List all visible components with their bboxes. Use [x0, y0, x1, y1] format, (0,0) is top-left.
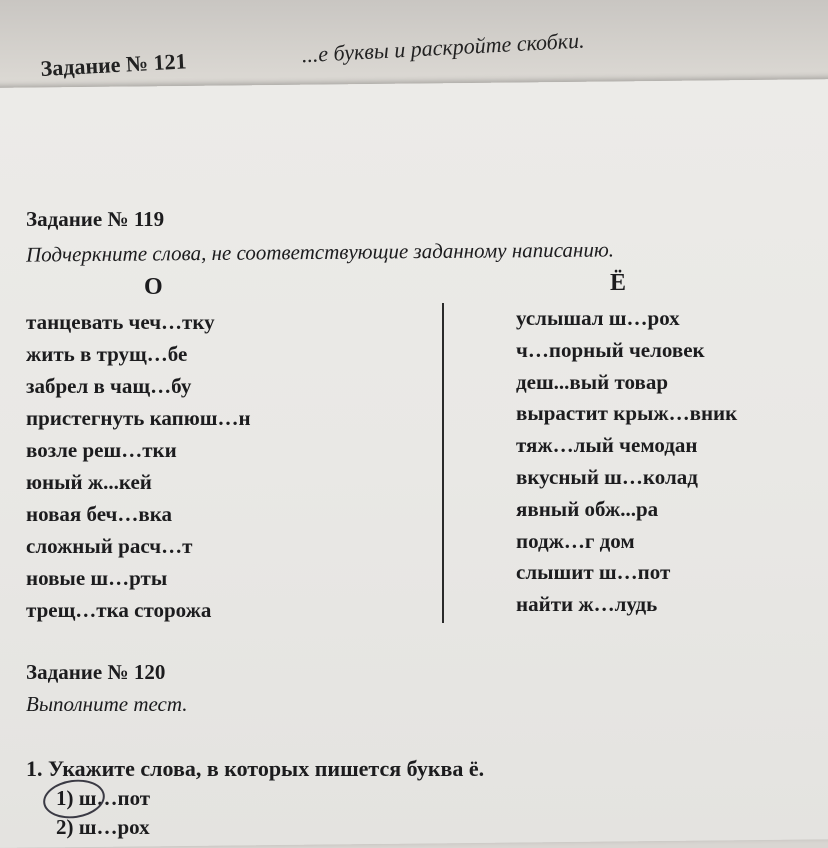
- column-o-header: О: [144, 274, 163, 300]
- word-item: ч…порный человек: [516, 337, 705, 362]
- word-item: тяж…лый чемодан: [516, 433, 698, 458]
- task-119-instruction: Подчеркните слова, не соответствующие заданному написанию.: [25, 237, 615, 267]
- word-item: деш...вый товар: [516, 369, 669, 394]
- column-divider: [442, 303, 444, 623]
- word-item: сложный расч…т: [26, 534, 193, 558]
- previous-task-title: Задание № 121: [40, 48, 188, 81]
- word-item: явный обж...ра: [516, 496, 659, 521]
- test-question: 1. Укажите слова, в которых пишется буква ё.: [26, 756, 485, 781]
- test-option-2: 2) ш…рох: [56, 815, 150, 839]
- task-119-title: Задание № 119: [26, 207, 165, 231]
- word-item: пристегнуть капюш…н: [26, 406, 251, 430]
- test-option-1: 1) ш…пот: [56, 786, 151, 810]
- word-item: новые ш…рты: [26, 566, 168, 590]
- word-item: подж…г дом: [516, 528, 635, 553]
- word-item: трещ…тка сторожа: [26, 598, 212, 622]
- previous-task-text: ...е буквы и раскройте скобки.: [301, 27, 586, 68]
- word-item: возле реш…тки: [26, 438, 177, 462]
- word-item: танцевать чеч…тку: [26, 310, 215, 334]
- word-item: слышит ш…пот: [516, 560, 671, 585]
- task-120-instruction: Выполните тест.: [26, 692, 188, 716]
- word-item: услышал ш…рох: [516, 306, 680, 330]
- column-yo-header: Ё: [610, 270, 627, 296]
- word-item: вырастит крыж…вник: [516, 401, 738, 426]
- word-item: вкусный ш…колад: [516, 465, 698, 489]
- word-item: жить в трущ…бе: [26, 342, 188, 366]
- task-120-title: Задание № 120: [26, 660, 166, 684]
- word-item: найти ж…лудь: [516, 592, 658, 617]
- word-item: забрел в чащ…бу: [26, 374, 192, 398]
- word-item: новая беч…вка: [26, 502, 173, 526]
- word-item: юный ж...кей: [26, 470, 152, 494]
